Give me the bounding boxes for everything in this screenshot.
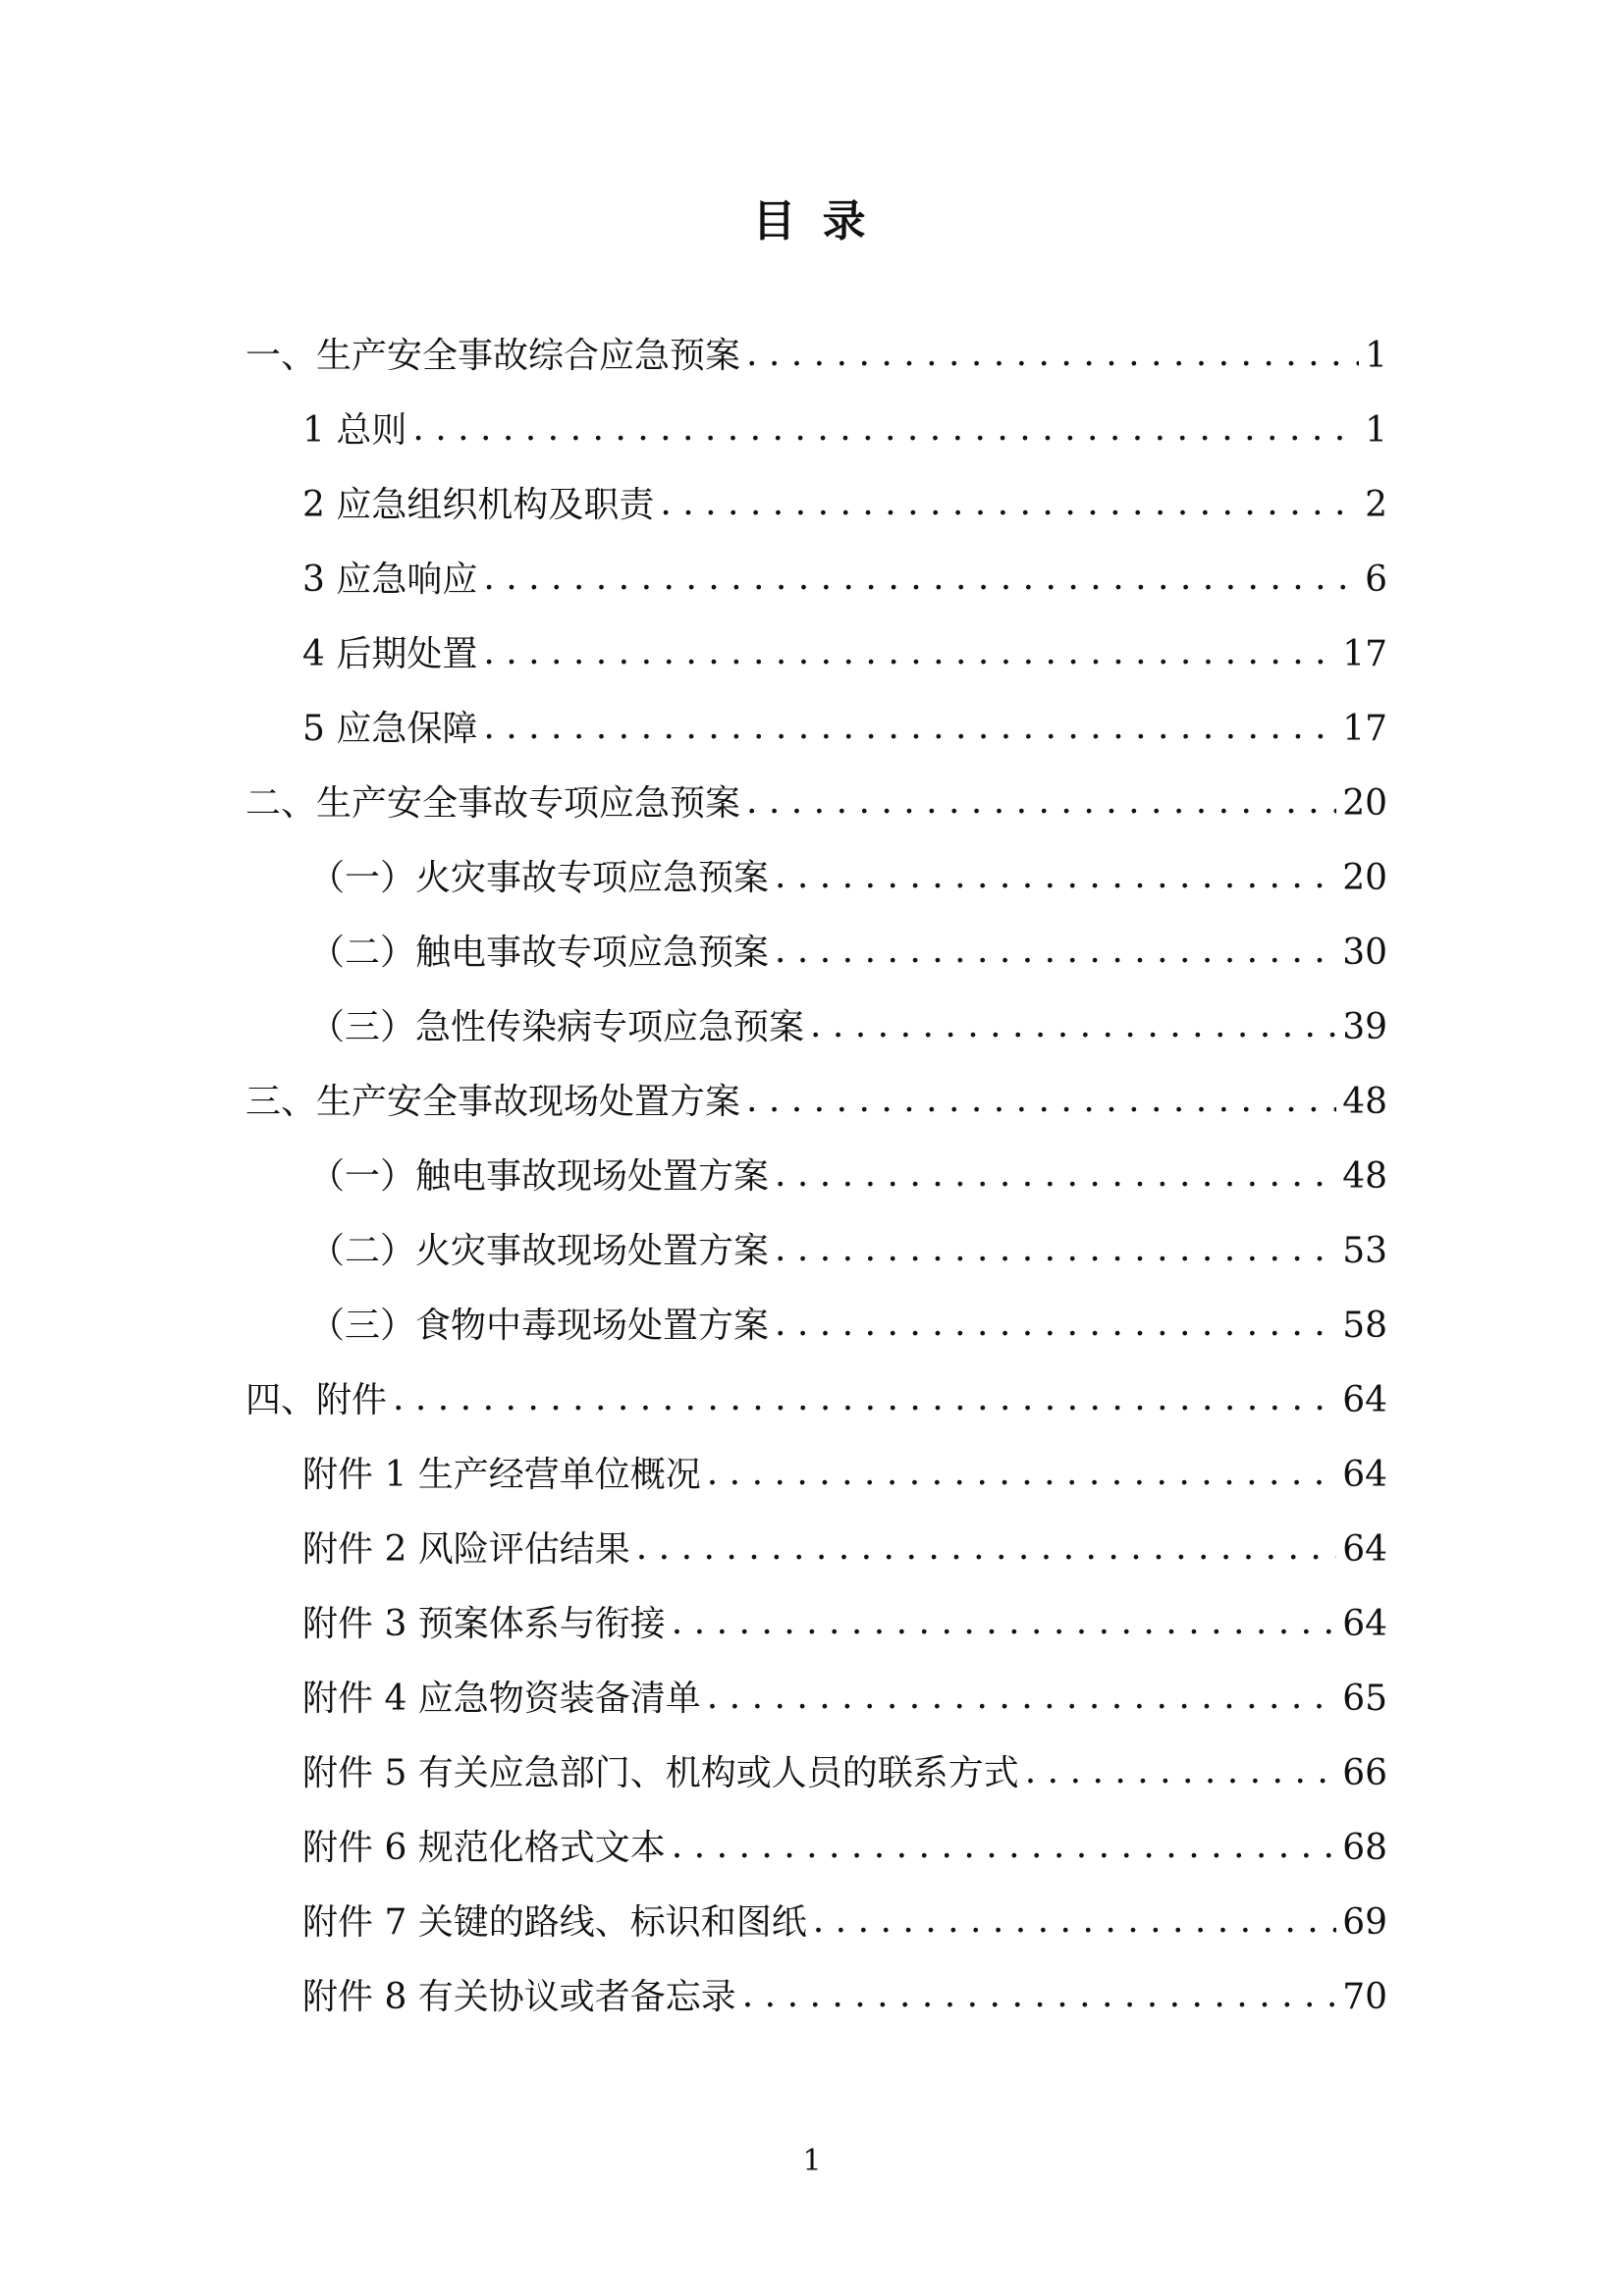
toc-entry-section-4[interactable] — [245, 1371, 1387, 1446]
toc-entry-page: 1 — [1365, 336, 1387, 376]
toc-entry-page: 64 — [1342, 1455, 1387, 1495]
dot-leader — [393, 1369, 1336, 1428]
toc-entry-attachment-1[interactable] — [245, 1446, 1387, 1521]
toc-entry-1-1[interactable] — [245, 401, 1387, 476]
dot-leader — [746, 773, 1336, 831]
dot-leader — [810, 996, 1336, 1055]
toc-entry-label: 附件 7 关键的路线、标识和图纸 — [302, 1902, 807, 1943]
toc-entry-page: 69 — [1342, 1902, 1387, 1943]
dot-leader — [775, 847, 1336, 906]
toc-entry-label: 一、生产安全事故综合应急预案 — [245, 336, 741, 376]
toc-entry-attachment-2[interactable] — [245, 1521, 1387, 1595]
toc-entry-label: 三、生产安全事故现场处置方案 — [245, 1082, 741, 1122]
toc-entry-section-3[interactable] — [245, 1073, 1387, 1148]
toc-entry-page: 2 — [1365, 485, 1387, 525]
dot-leader — [483, 623, 1336, 682]
toc-entry-page: 6 — [1365, 560, 1387, 600]
toc-entry-page: 53 — [1342, 1231, 1387, 1271]
toc-entry-page: 58 — [1342, 1306, 1387, 1346]
toc-entry-page: 64 — [1342, 1529, 1387, 1570]
dot-leader — [775, 1295, 1336, 1354]
toc-entry-page: 20 — [1342, 783, 1387, 824]
toc-entry-page: 17 — [1342, 634, 1387, 674]
toc-entry-page: 30 — [1342, 933, 1387, 973]
toc-entry-label: （一）触电事故现场处置方案 — [309, 1156, 770, 1197]
dot-leader — [707, 1444, 1336, 1503]
dot-leader — [707, 1668, 1336, 1727]
toc-entry-label: （三）食物中毒现场处置方案 — [309, 1306, 770, 1346]
dot-leader — [746, 325, 1359, 384]
toc-entry-attachment-6[interactable] — [245, 1819, 1387, 1894]
toc-entry-label: 二、生产安全事故专项应急预案 — [245, 783, 741, 824]
toc-entry-3-2[interactable] — [245, 1222, 1387, 1297]
toc-entry-1-4[interactable] — [245, 625, 1387, 700]
dot-leader — [412, 400, 1359, 458]
toc-entry-page: 48 — [1342, 1156, 1387, 1197]
toc-entry-1-3[interactable] — [245, 551, 1387, 625]
toc-entry-attachment-4[interactable] — [245, 1670, 1387, 1744]
toc-entry-page: 65 — [1342, 1679, 1387, 1719]
toc-entry-label: （二）触电事故专项应急预案 — [309, 933, 770, 973]
toc-entry-attachment-3[interactable] — [245, 1595, 1387, 1670]
toc-entry-page: 64 — [1342, 1604, 1387, 1644]
toc-entry-label: 2 应急组织机构及职责 — [302, 485, 655, 525]
toc-entry-section-1[interactable] — [245, 327, 1387, 401]
toc-entry-2-3[interactable] — [245, 998, 1387, 1073]
dot-leader — [813, 1892, 1336, 1950]
toc-entry-attachment-8[interactable] — [245, 1968, 1387, 2043]
toc-entry-label: （二）火灾事故现场处置方案 — [309, 1231, 770, 1271]
dot-leader — [483, 549, 1359, 608]
toc-entry-page: 68 — [1342, 1828, 1387, 1868]
toc-entry-page: 20 — [1342, 858, 1387, 898]
toc-entry-1-2[interactable] — [245, 476, 1387, 551]
dot-leader — [672, 1593, 1336, 1652]
dot-leader — [742, 1966, 1336, 2025]
toc-entry-label: （三）急性传染病专项应急预案 — [309, 1007, 805, 1047]
dot-leader — [775, 1220, 1336, 1279]
toc-entry-label: 3 应急响应 — [302, 560, 478, 600]
toc-entry-label: 4 后期处置 — [302, 634, 478, 674]
dot-leader — [775, 922, 1336, 981]
toc-entry-3-1[interactable] — [245, 1148, 1387, 1222]
dot-leader — [1025, 1742, 1336, 1801]
toc-entry-label: 1 总则 — [302, 410, 407, 451]
toc-entry-section-2[interactable] — [245, 774, 1387, 849]
toc-entry-label: 5 应急保障 — [302, 709, 478, 749]
toc-entry-2-2[interactable] — [245, 924, 1387, 998]
toc-entry-label: 附件 1 生产经营单位概况 — [302, 1455, 701, 1495]
table-of-contents — [245, 327, 1387, 2043]
toc-entry-attachment-5[interactable] — [245, 1744, 1387, 1819]
toc-entry-page: 64 — [1342, 1380, 1387, 1420]
toc-entry-label: 附件 5 有关应急部门、机构或人员的联系方式 — [302, 1753, 1019, 1793]
toc-entry-3-3[interactable] — [245, 1297, 1387, 1371]
toc-entry-page: 1 — [1365, 410, 1387, 451]
page-number: 1 — [802, 2144, 822, 2178]
dot-leader — [672, 1817, 1336, 1876]
toc-entry-page: 39 — [1342, 1007, 1387, 1047]
dot-leader — [746, 1071, 1336, 1130]
toc-entry-label: 附件 8 有关协议或者备忘录 — [302, 1977, 736, 2017]
toc-entry-label: （一）火灾事故专项应急预案 — [309, 858, 770, 898]
toc-entry-label: 附件 4 应急物资装备清单 — [302, 1679, 701, 1719]
toc-entry-label: 四、附件 — [245, 1380, 388, 1420]
toc-entry-page: 66 — [1342, 1753, 1387, 1793]
dot-leader — [775, 1146, 1336, 1204]
toc-entry-label: 附件 6 规范化格式文本 — [302, 1828, 666, 1868]
dot-leader — [660, 474, 1359, 533]
toc-entry-page: 70 — [1342, 1977, 1387, 2017]
toc-entry-label: 附件 3 预案体系与衔接 — [302, 1604, 666, 1644]
toc-entry-page: 17 — [1342, 709, 1387, 749]
toc-title: 目 录 — [752, 196, 872, 246]
toc-entry-attachment-7[interactable] — [245, 1894, 1387, 1968]
toc-entry-label: 附件 2 风险评估结果 — [302, 1529, 630, 1570]
toc-entry-2-1[interactable] — [245, 849, 1387, 924]
dot-leader — [483, 698, 1336, 757]
toc-entry-page: 48 — [1342, 1082, 1387, 1122]
toc-entry-1-5[interactable] — [245, 700, 1387, 774]
dot-leader — [636, 1519, 1336, 1577]
